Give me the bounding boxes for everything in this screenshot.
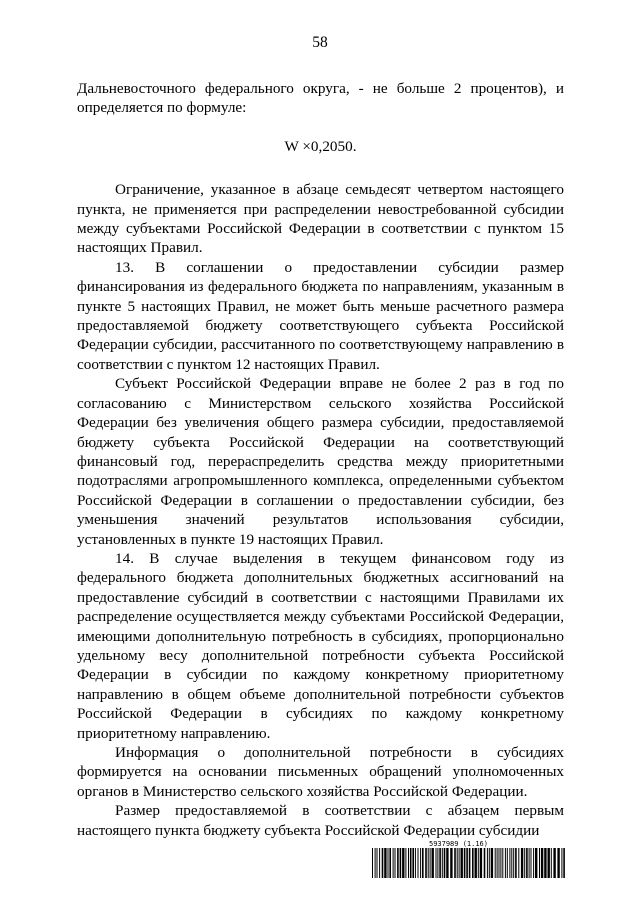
barcode-bar: [513, 848, 514, 878]
barcode-bar: [442, 848, 443, 878]
formula: W ×0,2050.: [284, 137, 357, 155]
barcode-bar: [502, 848, 503, 878]
barcode-bar: [518, 848, 519, 878]
barcode-bar: [436, 848, 437, 878]
barcode-bar: [507, 848, 508, 878]
paragraph-redistribution: Субъект Российской Федерации вправе не более 2 раз в год по согласованию с Министерством сельского хозяйства Российской Федерации без увеличения общего размера субсидии, предоставляемой бюджету субъекта Российской Федерации на соответствующий финансовый год, перераспределить средства между приоритетными подотраслями агропромышленного комплекса, определенными субъектом Российской Федерации в соглашении о предоставлении субсидии, без уменьшения значений результатов использования субсидии, установленных в пункте 19 настоящих Правил.: [77, 375, 564, 548]
paragraph-item-14: 14. В случае выделения в текущем финансовом году из федерального бюджета дополнительных бюджетных ассигнований на предоставление субсидий в соответствии с настоящими Правилами их распределение осуществляется между субъектами Российской Федерации, имеющими дополнительную потребность в субсидиях, пропорционально удельному весу дополнительной потребности субъекта Российской Федерации в субсидии по каждому конкретному приоритетному направлению в общем объеме дополнительной потребности субъектов Российской Федерации в субсидиях по каждому конкретному приоритетному направлению.: [77, 549, 564, 742]
barcode-bar: [509, 848, 510, 878]
barcode-bar: [563, 848, 565, 878]
barcode-bar: [487, 848, 488, 878]
barcode-bar: [553, 848, 555, 878]
barcode-bar: [400, 848, 402, 878]
barcode-bar: [515, 848, 517, 878]
barcode-bar: [389, 848, 391, 878]
barcode-bar: [521, 848, 523, 878]
paragraph-information: Информация о дополнительной потребности в субсидиях формируется на основании письменных обращений уполномоченных органов в Министерство сельского хозяйства Российской Федерации.: [77, 744, 564, 800]
barcode-bar: [375, 848, 376, 878]
barcode-bar: [464, 848, 466, 878]
document-barcode: [372, 840, 566, 878]
barcode-bar: [410, 848, 412, 878]
barcode-bar: [489, 848, 490, 878]
barcode-bar: [529, 848, 530, 878]
paragraph-subsidy-size: Размер предоставляемой в соответствии с абзацем первым настоящего пункта бюджету субъекта Российской Федерации субсидии: [77, 802, 564, 839]
document-body: [77, 79, 564, 840]
barcode-bar: [475, 848, 477, 878]
barcode-bar: [511, 848, 512, 878]
barcode-caption: 5937989 (1.16): [428, 840, 488, 848]
barcode-bar: [402, 848, 404, 878]
barcode-bar: [484, 848, 486, 878]
barcode-bar: [428, 848, 429, 878]
barcode-bar: [531, 848, 532, 878]
barcode-bar: [461, 848, 463, 878]
barcode-bar: [412, 848, 414, 878]
barcode-bar: [418, 848, 419, 878]
barcode-bar: [446, 848, 448, 878]
barcode-bar: [422, 848, 424, 878]
barcode-bar: [480, 848, 482, 878]
page-number: 58: [312, 34, 328, 51]
barcode-bar: [454, 848, 456, 878]
barcode-bar: [533, 848, 534, 878]
barcode-bar: [432, 848, 434, 878]
barcode-bar: [505, 848, 506, 878]
barcode-bar: [437, 848, 438, 878]
barcode-bar: [557, 848, 559, 878]
barcode-bar: [524, 848, 525, 878]
barcode-bar: [397, 848, 399, 878]
barcode-bar: [425, 848, 427, 878]
barcode-bar: [382, 848, 384, 878]
barcode-bar: [444, 848, 446, 878]
barcode-bar: [393, 848, 394, 878]
paragraph-continuation: Дальневосточного федерального округа, - не больше 2 процентов), и определяется по формуле:: [77, 80, 564, 117]
barcode-bar: [478, 848, 479, 878]
barcode-bar: [551, 848, 552, 878]
barcode-bar: [472, 848, 474, 878]
barcode-bar: [395, 848, 396, 878]
barcode-bar: [535, 848, 537, 878]
barcode-bar: [408, 848, 409, 878]
paragraph-limitation: Ограничение, указанное в абзаце семьдесят четвертом настоящего пункта, не применяется при распределении невостребованной субсидии между субъектами Российской Федерации в соответствии с пунктом 15 настоящих Правил.: [77, 181, 564, 257]
barcode-bar: [499, 848, 500, 878]
barcode-bar: [548, 848, 550, 878]
barcode-bar: [439, 848, 441, 878]
barcode-bar: [405, 848, 406, 878]
barcode-bar: [466, 848, 468, 878]
barcode-bar: [377, 848, 378, 878]
barcode-icon: [372, 848, 566, 878]
barcode-bar: [561, 848, 562, 878]
barcode-bar: [379, 848, 380, 878]
barcode-bar: [420, 848, 421, 878]
barcode-bar: [495, 848, 496, 878]
barcode-bar: [541, 848, 543, 878]
barcode-bar: [384, 848, 386, 878]
barcode-bar: [372, 848, 373, 878]
paragraph-item-13: 13. В соглашении о предоставлении субсидии размер финансирования из федерального бюджета по направлениям, указанным в пункте 5 настоящих Правил, не может быть меньше расчетного размера предоставляемой бюджету соответствующего субъекта Российской Федерации субсидии, рассчитанного по соответствующему направлению в соответствии с пунктом 12 настоящих Правил.: [77, 258, 564, 373]
barcode-bar: [500, 848, 501, 878]
barcode-bar: [469, 848, 471, 878]
barcode-bar: [450, 848, 452, 878]
barcode-bar: [544, 848, 546, 878]
barcode-bar: [415, 848, 416, 878]
barcode-bar: [388, 848, 389, 878]
barcode-bar: [526, 848, 528, 878]
barcode-bar: [491, 848, 493, 878]
barcode-bar: [459, 848, 460, 878]
barcode-bar: [539, 848, 540, 878]
barcode-bar: [497, 848, 498, 878]
barcode-bar: [457, 848, 458, 878]
barcode-bar: [430, 848, 431, 878]
